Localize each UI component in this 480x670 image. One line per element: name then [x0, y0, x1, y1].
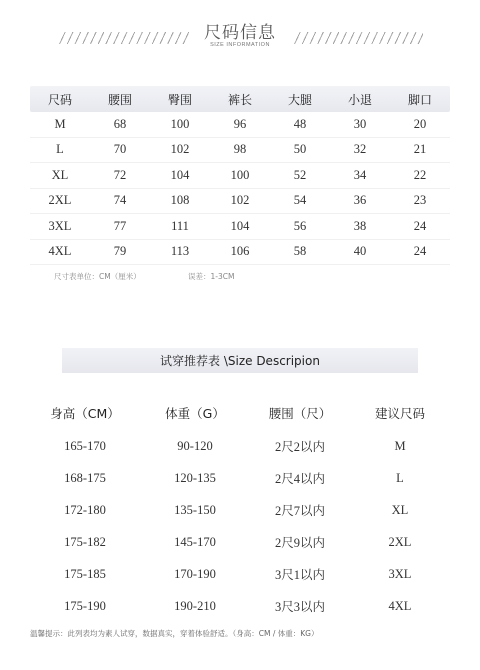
- size-table-column-header: 裤长: [227, 92, 252, 107]
- table-cell: 52: [293, 167, 307, 182]
- table-cell: 21: [413, 142, 427, 157]
- table-cell: 100: [170, 116, 190, 131]
- table-cell: 24: [413, 218, 427, 233]
- table-cell: 68: [113, 116, 127, 131]
- table-cell: 102: [170, 142, 190, 157]
- table-cell: XL: [51, 167, 69, 182]
- table-cell: M: [54, 116, 66, 131]
- table-cell: 2尺9以内: [274, 536, 325, 550]
- table-cell: 168-175: [64, 470, 106, 485]
- tip-note: 温馨提示：此列表均为素人试穿，数据真实，穿着体验舒适。（身高：CM / 体重：KG）: [30, 629, 319, 638]
- recommend-section-bar: [62, 348, 418, 373]
- table-cell: 2尺7以内: [274, 504, 325, 518]
- table-cell: 120-135: [174, 470, 216, 485]
- table-cell: M: [394, 438, 406, 453]
- table-cell: 3XL: [388, 566, 412, 581]
- table-cell: 102: [230, 193, 250, 208]
- table-row: [30, 430, 450, 462]
- table-cell: 50: [293, 142, 307, 157]
- table-cell: 22: [413, 167, 427, 182]
- table-cell: 4XL: [48, 244, 72, 259]
- table-cell: 2尺4以内: [274, 472, 325, 486]
- table-cell: 20: [413, 116, 427, 131]
- table-cell: 3尺3以内: [274, 600, 325, 614]
- table-cell: 108: [170, 193, 190, 208]
- table-cell: 4XL: [388, 598, 412, 613]
- table-cell: 145-170: [174, 534, 216, 549]
- table-cell: L: [396, 470, 404, 485]
- table-cell: 34: [353, 167, 367, 182]
- table-row: [30, 138, 450, 164]
- table-cell: 175-190: [64, 598, 106, 613]
- page-title: 尺码信息: [204, 23, 276, 43]
- table-cell: 2尺2以内: [274, 440, 325, 454]
- recommend-table-body: [30, 430, 450, 622]
- recommend-table-header: [30, 396, 450, 430]
- table-cell: 56: [293, 218, 307, 233]
- table-cell: 48: [293, 116, 307, 131]
- table-cell: 40: [353, 244, 367, 259]
- table-cell: 30: [353, 116, 367, 131]
- table-row: [30, 163, 450, 189]
- table-cell: 2XL: [388, 534, 412, 549]
- recommend-title: 试穿推荐表 \Size Descripion: [160, 354, 320, 368]
- table-row: [30, 112, 450, 138]
- table-cell: XL: [391, 502, 409, 517]
- table-cell: 98: [233, 142, 247, 157]
- table-cell: 165-170: [64, 438, 106, 453]
- table-cell: 36: [353, 193, 367, 208]
- size-table-column-header: 小退: [347, 92, 372, 107]
- table-cell: 77: [113, 218, 127, 233]
- table-cell: 135-150: [174, 502, 216, 517]
- table-cell: L: [56, 142, 64, 157]
- size-table-column-header: 脚口: [407, 92, 432, 107]
- size-table: [30, 86, 450, 265]
- recommend-column-header: 体重（G）: [165, 406, 225, 421]
- table-cell: 24: [413, 244, 427, 259]
- table-cell: 72: [113, 167, 127, 182]
- size-table-column-header: 尺码: [47, 92, 72, 107]
- unit-note: 尺寸表单位：CM（厘米）: [54, 272, 141, 281]
- table-cell: 23: [413, 193, 427, 208]
- table-cell: 170-190: [174, 566, 216, 581]
- table-cell: 32: [353, 142, 367, 157]
- table-cell: 175-185: [64, 566, 106, 581]
- table-cell: 111: [171, 218, 189, 233]
- table-cell: 113: [170, 244, 190, 259]
- size-table-column-header: 大腿: [287, 92, 312, 107]
- table-row: [30, 189, 450, 215]
- table-cell: 100: [230, 167, 250, 182]
- table-cell: 190-210: [174, 598, 216, 613]
- table-row: [30, 240, 450, 266]
- page-subtitle: SIZE INFORMATION: [210, 42, 270, 48]
- table-cell: 96: [233, 116, 247, 131]
- table-cell: 70: [113, 142, 127, 157]
- table-cell: 58: [293, 244, 307, 259]
- table-cell: 38: [353, 218, 367, 233]
- table-cell: 74: [113, 193, 127, 208]
- recommend-table: [30, 396, 450, 622]
- recommend-column-header: 建议尺码: [374, 406, 425, 421]
- recommend-column-header: 身高（CM）: [50, 406, 120, 421]
- table-cell: 104: [170, 167, 190, 182]
- recommend-column-header: 腰围（尺）: [268, 406, 332, 421]
- table-cell: 79: [113, 244, 127, 259]
- table-row: [30, 494, 450, 526]
- table-cell: 90-120: [177, 438, 213, 453]
- table-row: [30, 558, 450, 590]
- table-row: [30, 462, 450, 494]
- table-cell: 172-180: [64, 502, 106, 517]
- size-table-body: [30, 112, 450, 265]
- error-note: 误差：1-3CM: [188, 272, 235, 281]
- table-cell: 3尺1以内: [274, 568, 325, 582]
- table-row: [30, 590, 450, 622]
- table-cell: 54: [293, 193, 307, 208]
- table-cell: 104: [230, 218, 250, 233]
- table-cell: 175-182: [64, 534, 106, 549]
- table-row: [30, 526, 450, 558]
- size-info-header: [0, 0, 480, 60]
- table-row: [30, 214, 450, 240]
- size-table-column-header: 臀围: [167, 92, 192, 107]
- size-table-column-header: 腰围: [107, 92, 132, 107]
- table-cell: 106: [230, 244, 250, 259]
- size-table-header: [30, 86, 450, 112]
- table-cell: 3XL: [48, 218, 72, 233]
- table-cell: 2XL: [48, 193, 72, 208]
